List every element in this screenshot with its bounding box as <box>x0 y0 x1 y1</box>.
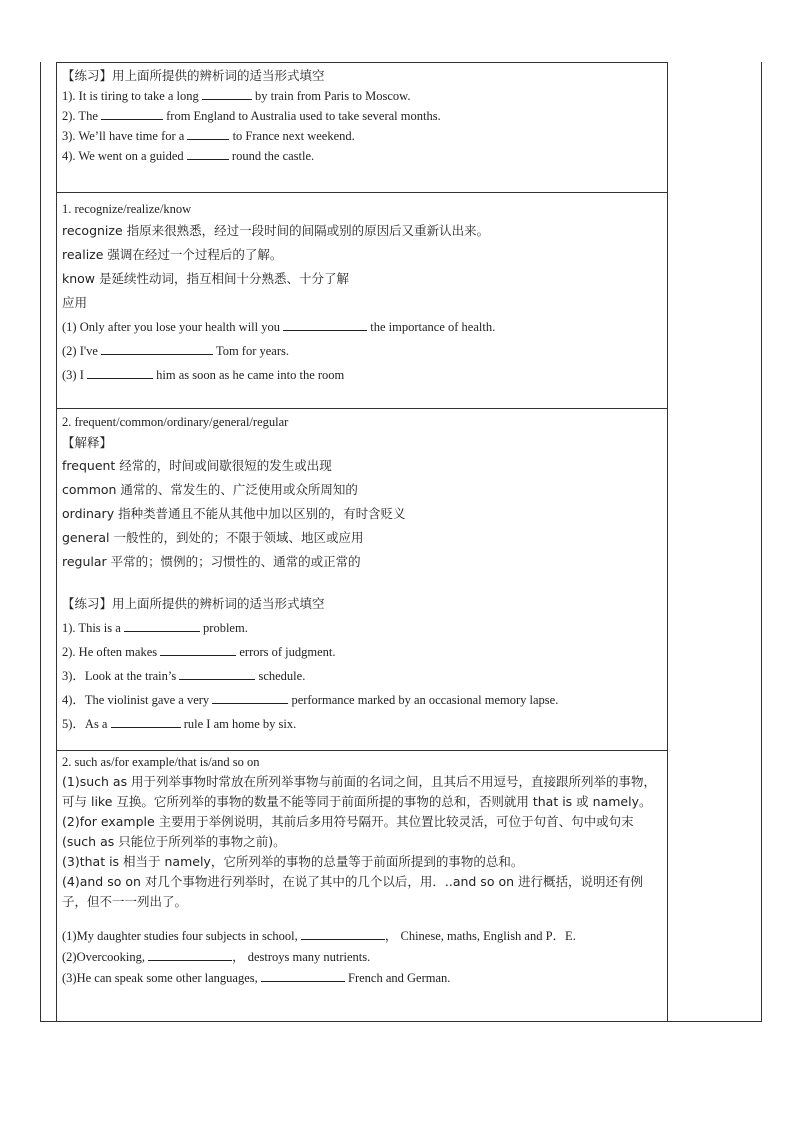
section-frequent-common-ordinary <box>57 408 667 750</box>
exercise-item: (2) I've Tom for years. <box>62 344 290 358</box>
exercise-item: (3)He can speak some other languages, French and German. <box>62 971 451 985</box>
exercise-item: 1). It is tiring to take a long by train from Paris to Moscow. <box>62 89 411 103</box>
section-such-as-for-example <box>57 750 667 1022</box>
right-notes-column <box>667 62 668 1021</box>
answer-blank[interactable] <box>202 87 252 100</box>
explanation-line: know 是延续性动词，指互相间十分熟悉、十分了解 <box>62 271 350 286</box>
explanation-line: regular 平常的；惯例的；习惯性的、通常的或正常的 <box>62 554 361 569</box>
exercise-item: (1) Only after you lose your health will you the importance of health. <box>62 320 496 334</box>
answer-blank[interactable] <box>187 127 229 140</box>
usage-paragraph: (1)such as 用于列举事物时常放在所列举事物与前面的名词之间，且其后不用逗号，直接跟所列举的事物，可与 like 互换。它所列举的事物的数量不能等同于前面所提的事物的总和，否则就用 that is 或 namely。 <box>62 774 657 809</box>
answer-blank[interactable] <box>187 147 229 160</box>
answer-blank[interactable] <box>261 969 345 982</box>
exercise-item: 2). The from England to Australia used to take several months. <box>62 109 441 123</box>
answer-blank[interactable] <box>111 715 181 728</box>
answer-blank[interactable] <box>301 927 385 940</box>
exercise-item: (2)Overcooking, ， destroys many nutrients. <box>62 950 371 964</box>
answer-blank[interactable] <box>87 366 153 379</box>
practice-heading: 【练习】用上面所提供的辨析词的适当形式填空 <box>62 596 325 611</box>
exercise-item: 1). This is a problem. <box>62 621 248 635</box>
explanation-line: frequent 经常的，时间或间歇很短的发生或出现 <box>62 458 332 473</box>
exercise-item: 3)．Look at the train’s schedule. <box>62 669 306 683</box>
exercise-item: 3). We’ll have time for a to France next weekend. <box>62 129 355 143</box>
answer-blank[interactable] <box>101 342 213 355</box>
exercise-item: 2). He often makes errors of judgment. <box>62 645 336 659</box>
answer-blank[interactable] <box>148 948 232 961</box>
exercise-item: 4)．The violinist gave a very performance marked by an occasional memory lapse. <box>62 693 559 707</box>
explanation-line: common 通常的、常发生的、广泛使用或众所周知的 <box>62 482 358 497</box>
section-title: 2. such as/for example/that is/and so on <box>62 755 260 769</box>
practice-heading: 【练习】用上面所提供的辨析词的适当形式填空 <box>62 68 325 83</box>
usage-paragraph: (4)and so on 对几个事物进行列举时，在说了其中的几个以后，用．..and so on 进行概括，说明还有例子，但不一一列出了。 <box>62 874 643 909</box>
worksheet-table <box>40 62 762 1022</box>
practice-cell-travel <box>57 62 667 192</box>
section-title: 1. recognize/realize/know <box>62 202 192 216</box>
exercise-item: (1)My daughter studies four subjects in school, ， Chinese, maths, English and P．E. <box>62 929 576 943</box>
answer-blank[interactable] <box>179 667 255 680</box>
explanation-line: ordinary 指种类普通且不能从其他中加以区别的，有时含贬义 <box>62 506 406 521</box>
answer-blank[interactable] <box>124 619 200 632</box>
usage-paragraph: (3)that is 相当于 namely，它所列举的事物的总量等于前面所提到的事物的总和。 <box>62 854 524 869</box>
section-recognize-realize-know <box>57 192 667 408</box>
answer-blank[interactable] <box>101 107 163 120</box>
exercise-item: (3) I him as soon as he came into the room <box>62 368 345 382</box>
section-title: 2. frequent/common/ordinary/general/regular <box>62 415 289 429</box>
exercise-item: 4). We went on a guided round the castle. <box>62 149 315 163</box>
explanation-line: realize 强调在经过一个过程后的了解。 <box>62 247 283 262</box>
explain-label: 【解释】 <box>62 435 113 450</box>
answer-blank[interactable] <box>212 691 288 704</box>
exercise-item: 5)．As a rule I am home by six. <box>62 717 297 731</box>
explanation-line: recognize 指原来很熟悉，经过一段时间的间隔或别的原因后又重新认出来。 <box>62 223 490 238</box>
usage-paragraph: (2)for example 主要用于举例说明，其前后多用符号隔开。其位置比较灵活，可位于句首、句中或句末(such as 只能位于所列举的事物之前)。 <box>62 814 634 849</box>
application-label: 应用 <box>62 295 88 310</box>
answer-blank[interactable] <box>283 318 367 331</box>
answer-blank[interactable] <box>160 643 236 656</box>
explanation-line: general 一般性的，到处的；不限于领域、地区或应用 <box>62 530 364 545</box>
